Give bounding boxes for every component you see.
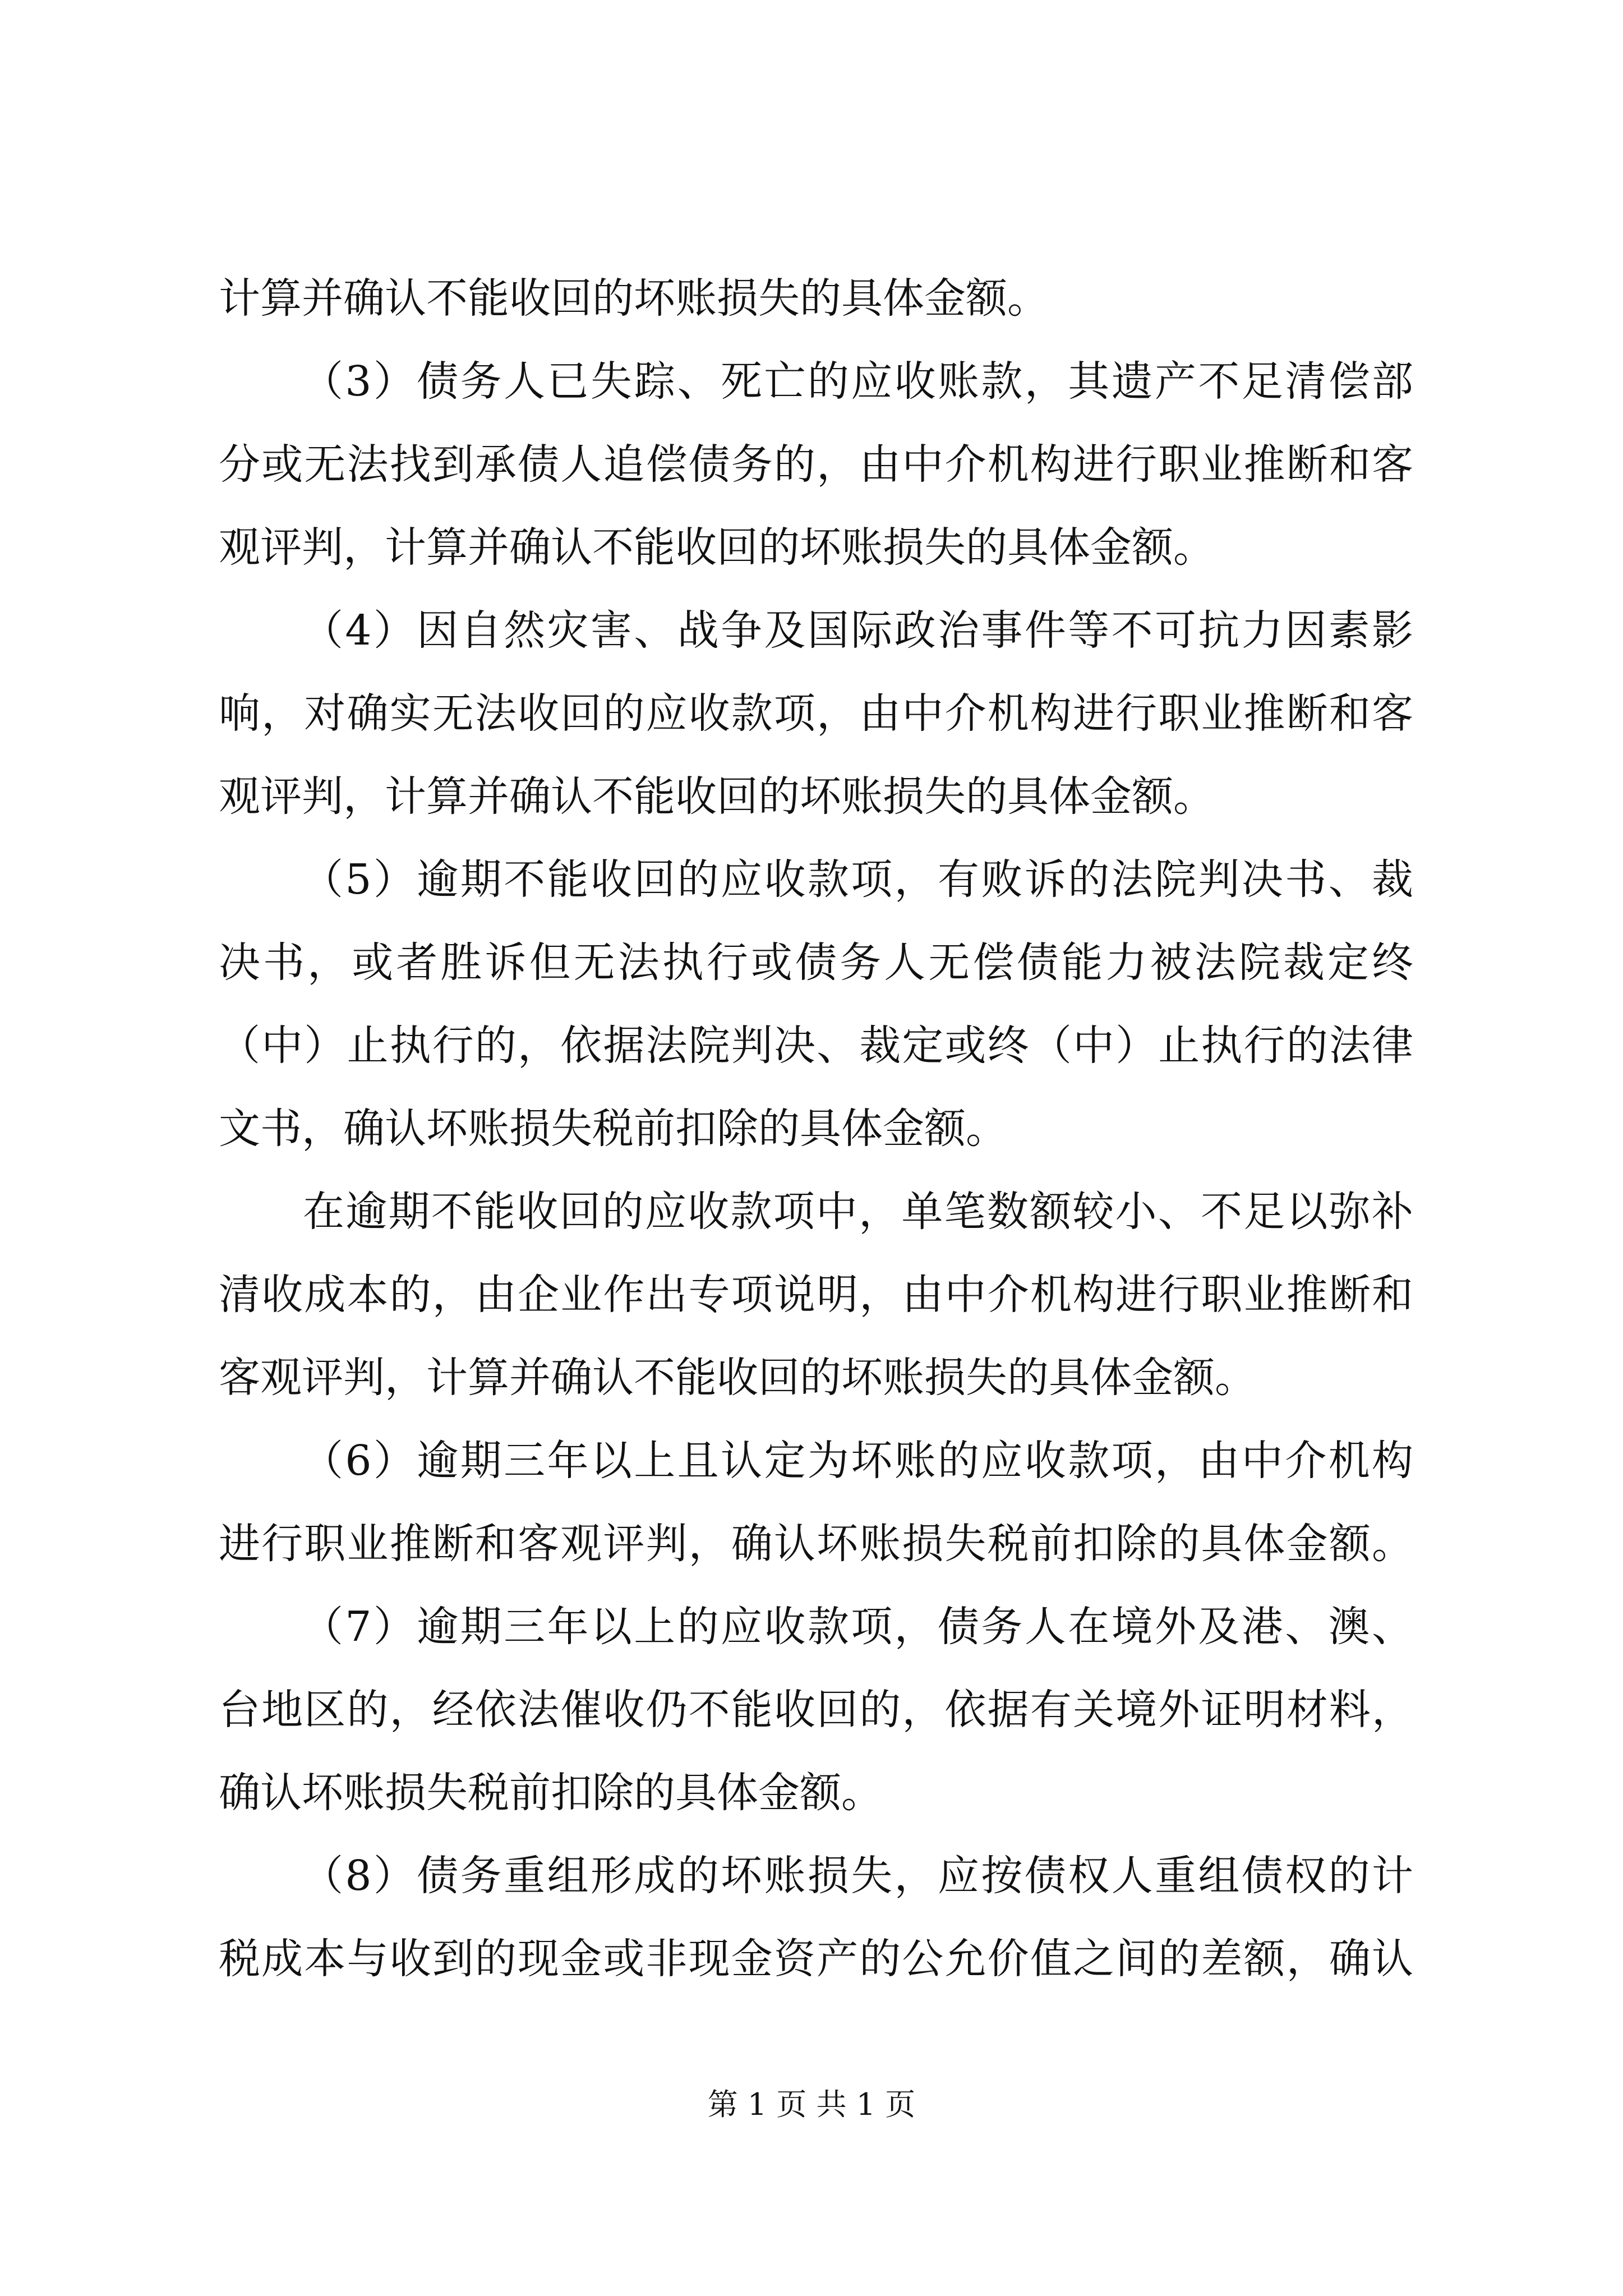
text-line: 观评判，计算并确认不能收回的坏账损失的具体金额。 [219,523,1215,572]
text-line: （4）因自然灾害、战争及国际政治事件等不可抗力因素影 [302,606,1413,655]
text-line: 文书，确认坏账损失税前扣除的具体金额。 [219,1105,1007,1153]
text-line: （7）逾期三年以上的应收款项，债务人在境外及港、澳、 [302,1603,1413,1651]
text-line: （中）止执行的，依据法院判决、裁定或终（中）止执行的法律 [219,1022,1413,1070]
text-line: 观评判，计算并确认不能收回的坏账损失的具体金额。 [219,772,1215,821]
text-line: 进行职业推断和客观评判，确认坏账损失税前扣除的具体金额。 [219,1520,1413,1568]
page-number-label: 第 1 页 共 1 页 [707,2087,916,2122]
text-line: 计算并确认不能收回的坏账损失的具体金额。 [219,274,1049,323]
text-line: （3）债务人已失踪、死亡的应收账款，其遗产不足清偿部 [302,357,1413,406]
text-line: 台地区的，经依法催收仍不能收回的，依据有关境外证明材料， [219,1686,1413,1734]
document-body [219,257,1413,2000]
text-line: （8）债务重组形成的坏账损失，应按债权人重组债权的计 [302,1852,1413,1900]
text-line: 响，对确实无法收回的应收款项，由中介机构进行职业推断和客 [219,689,1413,738]
text-line: 分或无法找到承债人追偿债务的，由中介机构进行职业推断和客 [219,440,1413,489]
text-line: 客观评判，计算并确认不能收回的坏账损失的具体金额。 [219,1354,1256,1402]
text-line: 决书，或者胜诉但无法执行或债务人无偿债能力被法院裁定终 [219,938,1413,987]
text-line: 确认坏账损失税前扣除的具体金额。 [219,1769,883,1817]
text-line: （6）逾期三年以上且认定为坏账的应收款项，由中介机构 [302,1437,1413,1485]
text-line: 税成本与收到的现金或非现金资产的公允价值之间的差额，确认 [219,1935,1413,1983]
text-line: 清收成本的，由企业作出专项说明，由中介机构进行职业推断和 [219,1271,1413,1319]
text-line: 在逾期不能收回的应收款项中，单笔数额较小、不足以弥补 [303,1188,1413,1236]
page-footer [0,2087,1623,2123]
text-line: （5）逾期不能收回的应收款项，有败诉的法院判决书、裁 [302,855,1413,904]
